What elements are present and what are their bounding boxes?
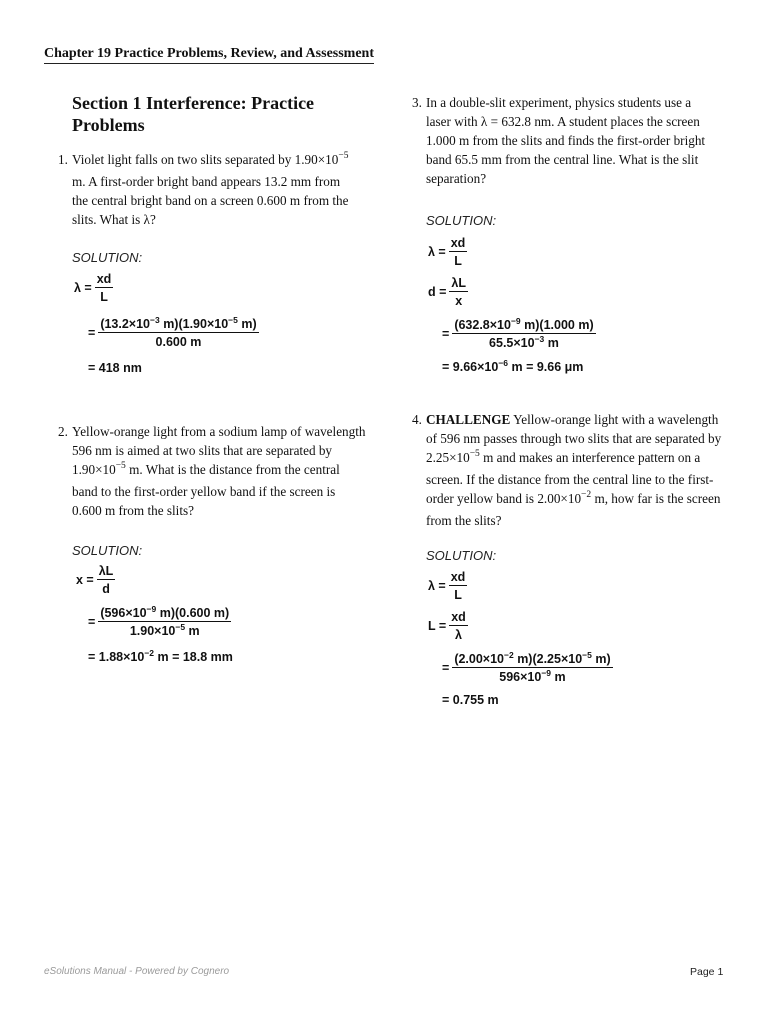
equation: λ = $\frac{xd}{L}$ — [428, 236, 466, 268]
problem-text: CHALLENGE Yellow-orange light with a wavelength of 596 nm passes through two slits that are separated by $2.25\times 10^{-5}$ m and makes an interference pattern on a screen. If the distance from the central line to the first-order yellow band is $2.00\times 10^{-2}$ m, how far is the screen from the slits? — [426, 412, 722, 528]
problem-text: Yellow-orange light from a sodium lamp of wavelength 596 nm is aimed at two slits that are separated by $1.90\times 10^{-5}$ m. What is the distance from the central band to the first-order yellow band if the screen is 0.600 m from the slits? — [72, 424, 366, 518]
problem-2 — [58, 422, 367, 520]
solution-label: SOLUTION: — [426, 548, 497, 563]
equation: d = $\frac{\lambda L}{x}$ — [428, 276, 467, 308]
problem-1 — [58, 150, 354, 229]
problem-number: 3. — [412, 95, 422, 110]
equation: = $\frac{(596\times 10^{-9} m)(0.600 m)}{1.90\times 10^{-5} m}$ — [88, 604, 230, 638]
problem-number: 2. — [58, 424, 68, 439]
challenge-label: CHALLENGE — [426, 412, 511, 427]
equation-result: = 0.755 m — [442, 693, 499, 707]
equation-result: = $9.66\times 10^{-6}$ m = 9.66 μm — [442, 358, 584, 374]
chapter-header: Chapter 19 Practice Problems, Review, and Assessment — [44, 46, 374, 64]
problem-text: In a double-slit experiment, physics students use a laser with λ = 632.8 nm. A student places the screen 1.000 m from the slits and finds the first-order bright band 65.5 mm from the central line. What is the slit separation? — [426, 95, 706, 186]
solution-label: SOLUTION: — [426, 213, 497, 228]
equation-result: = 418 nm — [88, 361, 142, 375]
solution-label: SOLUTION: — [72, 250, 143, 265]
equation: = $\frac{(2.00\times 10^{-2} m)(2.25\times 10^{-5} m)}{596\times 10^{-9} m}$ — [442, 650, 611, 684]
problem-4 — [412, 410, 724, 530]
equation-result: = $1.88\times 10^{-2}$ m = 18.8 mm — [88, 648, 233, 664]
problem-number: 4. — [412, 412, 422, 427]
page-number: Page 1 — [690, 966, 724, 978]
problem-number: 1. — [58, 152, 68, 167]
equation: L = $\frac{xd}{\lambda}$ — [428, 610, 466, 642]
equation: λ = $\frac{xd}{L}$ — [74, 272, 112, 304]
problem-3 — [412, 93, 718, 188]
equation: = $\frac{(632.8\times 10^{-9} m)(1.000 m)}{65.5\times 10^{-3} m}$ — [442, 316, 594, 350]
section-title: Section 1 Interference: Practice Problems — [72, 93, 315, 135]
solution-label: SOLUTION: — [72, 543, 143, 558]
equation: λ = $\frac{xd}{L}$ — [428, 570, 466, 602]
equation: x = $\frac{\lambda L}{d}$ — [76, 564, 114, 596]
equation: = $\frac{(13.2\times 10^{-3} m)(1.90\times 10^{-5} m)}{0.600 m}$ — [88, 315, 257, 349]
footer-credit: eSolutions Manual - Powered by Cognero — [44, 966, 230, 977]
problem-text: Violet light falls on two slits separated by $1.90\times 10^{-5}$ m. A first-order bright band appears 13.2 mm from the central bright band on a screen 0.600 m from the slits. What is λ? — [72, 151, 349, 227]
